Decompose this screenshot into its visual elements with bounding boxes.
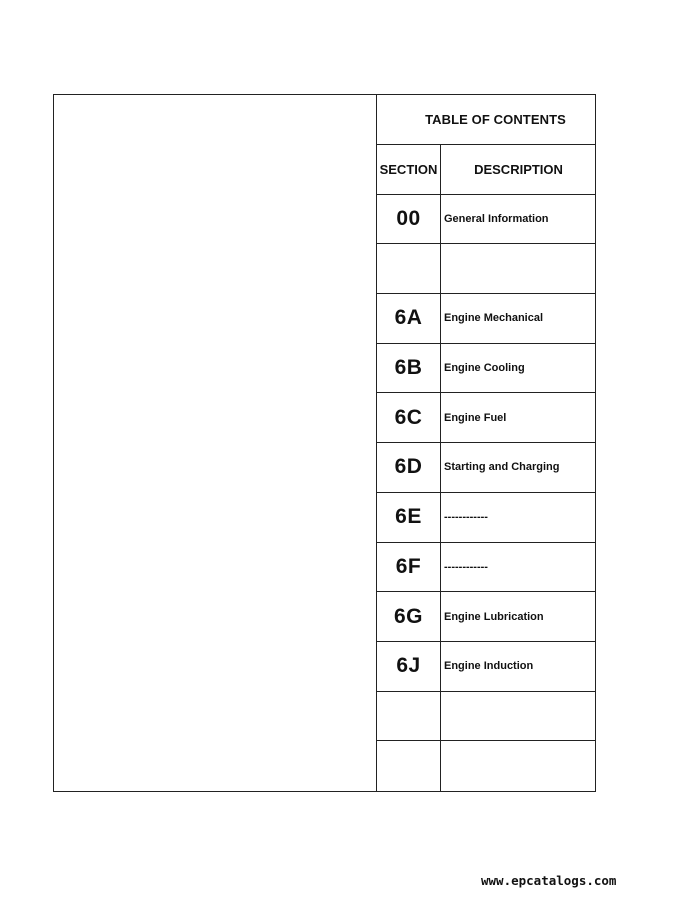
table-of-contents [376, 94, 596, 792]
section-code: 00 [377, 195, 441, 244]
section-code: 6B [377, 344, 441, 393]
toc-row [377, 692, 596, 742]
toc-row[interactable] [377, 294, 596, 344]
section-description: Engine Cooling [444, 362, 525, 375]
toc-title: TABLE OF CONTENTS [377, 94, 596, 145]
toc-row[interactable] [377, 443, 596, 493]
toc-row[interactable] [377, 344, 596, 394]
toc-row[interactable] [377, 493, 596, 543]
toc-row[interactable] [377, 393, 596, 443]
toc-row[interactable] [377, 195, 596, 245]
section-code: 6G [377, 592, 441, 641]
section-description: ------------ [444, 560, 488, 573]
section-description: Engine Fuel [444, 411, 507, 424]
section-code [377, 741, 441, 791]
section-description [441, 244, 596, 293]
section-description [441, 692, 596, 741]
watermark-url: www.epcatalogs.com [481, 873, 617, 888]
toc-row[interactable] [377, 543, 596, 593]
section-code: 6F [377, 543, 441, 592]
section-description: Starting and Charging [444, 461, 560, 474]
toc-row [377, 244, 596, 294]
toc-row [377, 741, 596, 791]
section-description [441, 741, 596, 791]
toc-header-row [377, 145, 596, 195]
section-description: Engine Lubrication [444, 610, 544, 623]
section-description: General Information [444, 213, 549, 226]
toc-row[interactable] [377, 642, 596, 692]
toc-row[interactable] [377, 592, 596, 642]
section-description: Engine Induction [444, 660, 534, 673]
description-column-header: DESCRIPTION [474, 161, 563, 177]
section-code [377, 692, 441, 741]
section-column-header: SECTION [377, 145, 441, 194]
section-description: ------------ [444, 511, 488, 524]
section-code: 6E [377, 493, 441, 542]
section-code: 6A [377, 294, 441, 343]
section-code: 6J [377, 642, 441, 691]
section-code [377, 244, 441, 293]
section-code: 6C [377, 393, 441, 442]
section-code: 6D [377, 443, 441, 492]
section-description: Engine Mechanical [444, 312, 544, 325]
